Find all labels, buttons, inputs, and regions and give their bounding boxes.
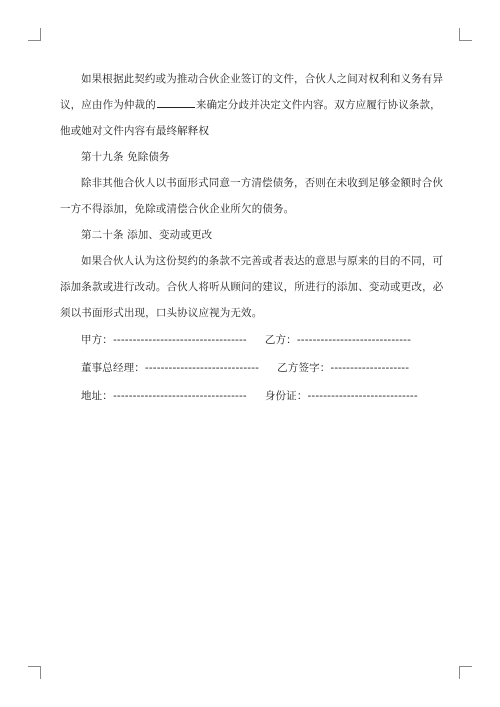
document-body	[60, 66, 448, 410]
party-b-field: 乙方：-----------------------------	[264, 334, 412, 346]
arbitrator-blank	[157, 97, 195, 108]
signature-row-2	[60, 354, 448, 382]
party-b-sign-field: 乙方签字：--------------------	[277, 362, 410, 374]
arbitration-text-after: 来确定分歧并决定文件内容。双方应履行协议条款，他或她对文件内容有最终解释权	[60, 99, 441, 137]
section-20-heading: 第二十条 添加、变动或更改	[81, 229, 213, 241]
signature-row-3	[60, 382, 448, 410]
crop-mark-bottom-right	[459, 666, 472, 679]
chairman-field: 董事总经理：-----------------------------	[81, 362, 260, 374]
id-card-field: 身份证：----------------------------	[264, 390, 418, 402]
signature-row-1	[60, 326, 448, 354]
section-19-body: 除非其他合伙人以书面形式同意一方清偿债务，否则在未收到足够金额时合伙一方不得添加，免除或清偿合伙企业所欠的债务。	[60, 177, 444, 215]
arbitration-paragraph	[60, 66, 448, 144]
crop-mark-top-left	[28, 28, 41, 41]
address-field: 地址：----------------------------------	[81, 390, 247, 402]
arbitration-text-before: 如果根据此契约或为推动合伙企业签订的文件，合伙人之间对权利和义务有异议，应由作为仲裁的	[60, 73, 444, 111]
section-20-body: 如果合伙人认为这份契约的条款不完善或者表达的意思与原来的目的不同，可添加条款或进行改动。合伙人将听从顾问的建议，所进行的添加、变动或更改，必须以书面形式出现，口头协议应视为无效。	[60, 255, 444, 319]
party-a-field: 甲方：----------------------------------	[81, 334, 247, 346]
crop-mark-bottom-left	[28, 666, 41, 679]
crop-mark-top-right	[459, 28, 472, 41]
section-19-heading: 第十九条 免除债务	[81, 151, 170, 163]
